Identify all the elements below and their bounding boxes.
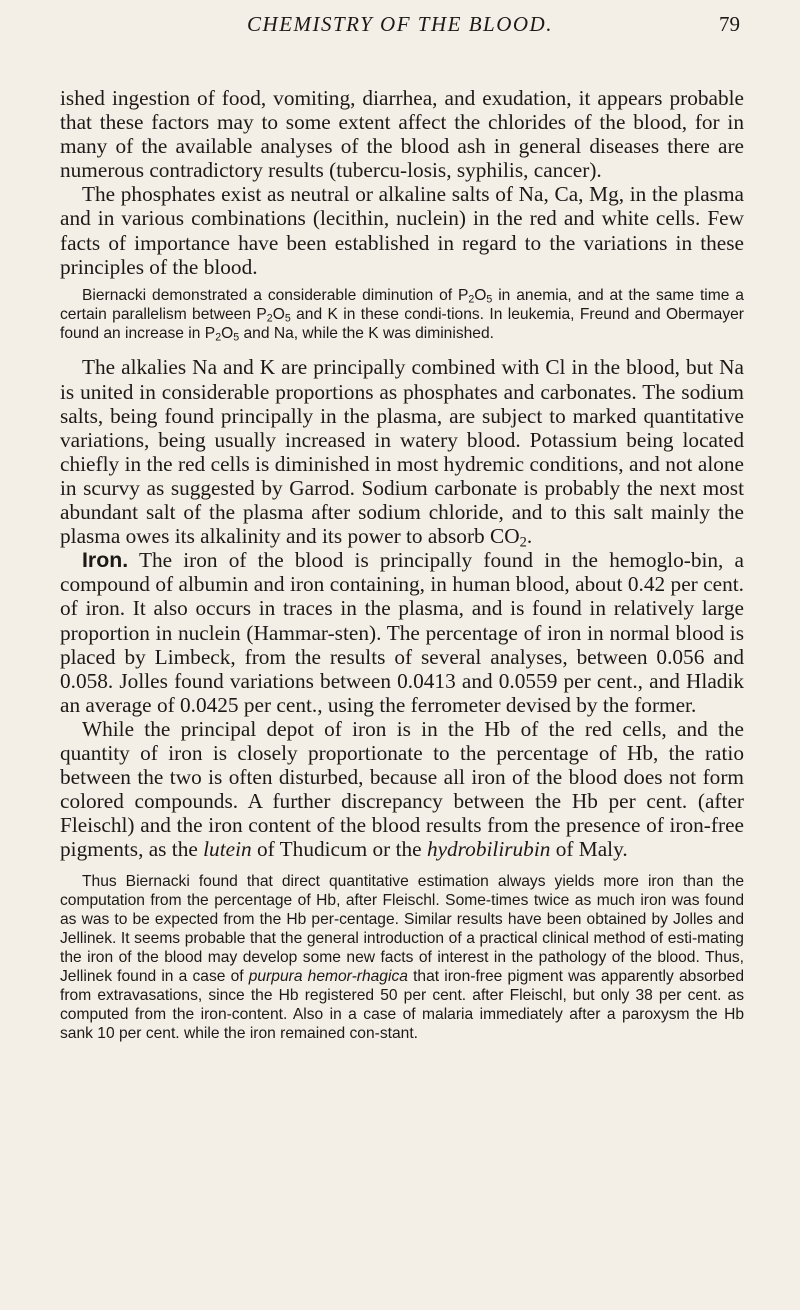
section-heading-iron: Iron. xyxy=(82,548,129,573)
body-text xyxy=(60,86,744,1044)
paragraph-iron: Iron. The iron of the blood is principally found in the hemoglo-bin, a compound of albumin and iron containing, in human blood, about 0.42 per cent. of iron. It also occurs in traces in the plasma, and is found in relatively large proportion in nuclein (Hammar-sten). The percentage of iron in normal blood is placed by Limbeck, from the results of several analyses, between 0.056 and 0.058. Jolles found variations between 0.0413 and 0.0559 per cent., and Hladik an average of 0.0425 per cent., using the ferrometer devised by the former. xyxy=(60,548,744,717)
paragraph-phosphates: The phosphates exist as neutral or alkaline salts of Na, Ca, Mg, in the plasma and in various combinations (lecithin, nuclein) in the red and white cells. Few facts of importance have been established in regard to the variations in these principles of the blood. xyxy=(60,182,744,279)
paragraph-iron-depot: While the principal depot of iron is in the Hb of the red cells, and the quantity of iron is closely proportionate to the percentage of Hb, the ratio between the two is often disturbed, because all iron of the blood does not form colored compounds. A further discrepancy between the Hb per cent. (after Fleischl) and the iron content of the blood results from the presence of iron-free pigments, as the lutein of Thudicum or the hydrobilirubin of Maly. xyxy=(60,716,744,862)
page-header xyxy=(0,8,800,48)
paragraph-alkalies: The alkalies Na and K are principally combined with Cl in the blood, but Na is united in considerable proportions as phosphates and carbonates. The sodium salts, being found principally in the plasma, are subject to marked quantitative variations, being usually increased in watery blood. Potassium being located chiefly in the red cells is diminished in most hydremic conditions, and not alone in scurvy as suggested by Garrod. Sodium carbonate is probably the next most abundant salt of the plasma after sodium chloride, and to this salt mainly the plasma owes its alkalinity and its power to absorb $CO_2$. xyxy=(60,355,744,551)
page-number: 79 xyxy=(719,12,740,36)
paragraph-chlorides: ished ingestion of food, vomiting, diarrhea, and exudation, it appears probable that these factors may to some extent affect the chlorides of the blood, for in many of the available analyses of the blood ash in general diseases there are numerous contradictory results (tubercu-losis, syphilis, cancer). xyxy=(60,86,744,183)
note-phosphates: Biernacki demonstrated a considerable diminution of $P_2O_5$ in anemia, and at the same time a certain parallelism between $P_2O_5$ and K in these condi-tions. In leukemia, Freund and Obermayer found an increase in $P_2O_5$ and Na, while the K was diminished. xyxy=(60,286,745,344)
running-title: CHEMISTRY OF THE BLOOD. xyxy=(247,12,553,36)
note-biernacki-iron: Thus Biernacki found that direct quantitative estimation always yields more iron than the computation from the percentage of Hb, after Fleischl. Some-times twice as much iron was found as was to be expected from the Hb per-centage. Similar results have been obtained by Jolles and Jellinek. It seems probable that the general introduction of a practical clinical method of esti-mating the iron of the blood may develop some new facts of interest in the pathology of the blood. Thus, Jellinek found in a case of purpura hemor-rhagica that iron-free pigment was apparently absorbed from extravasations, since the Hb registered 50 per cent. after Fleischl, but only 38 per cent. as computed from the iron-content. Also in a case of malaria immediately after a paroxysm the Hb sank 10 per cent. while the iron remained con-stant. xyxy=(60,873,745,1042)
